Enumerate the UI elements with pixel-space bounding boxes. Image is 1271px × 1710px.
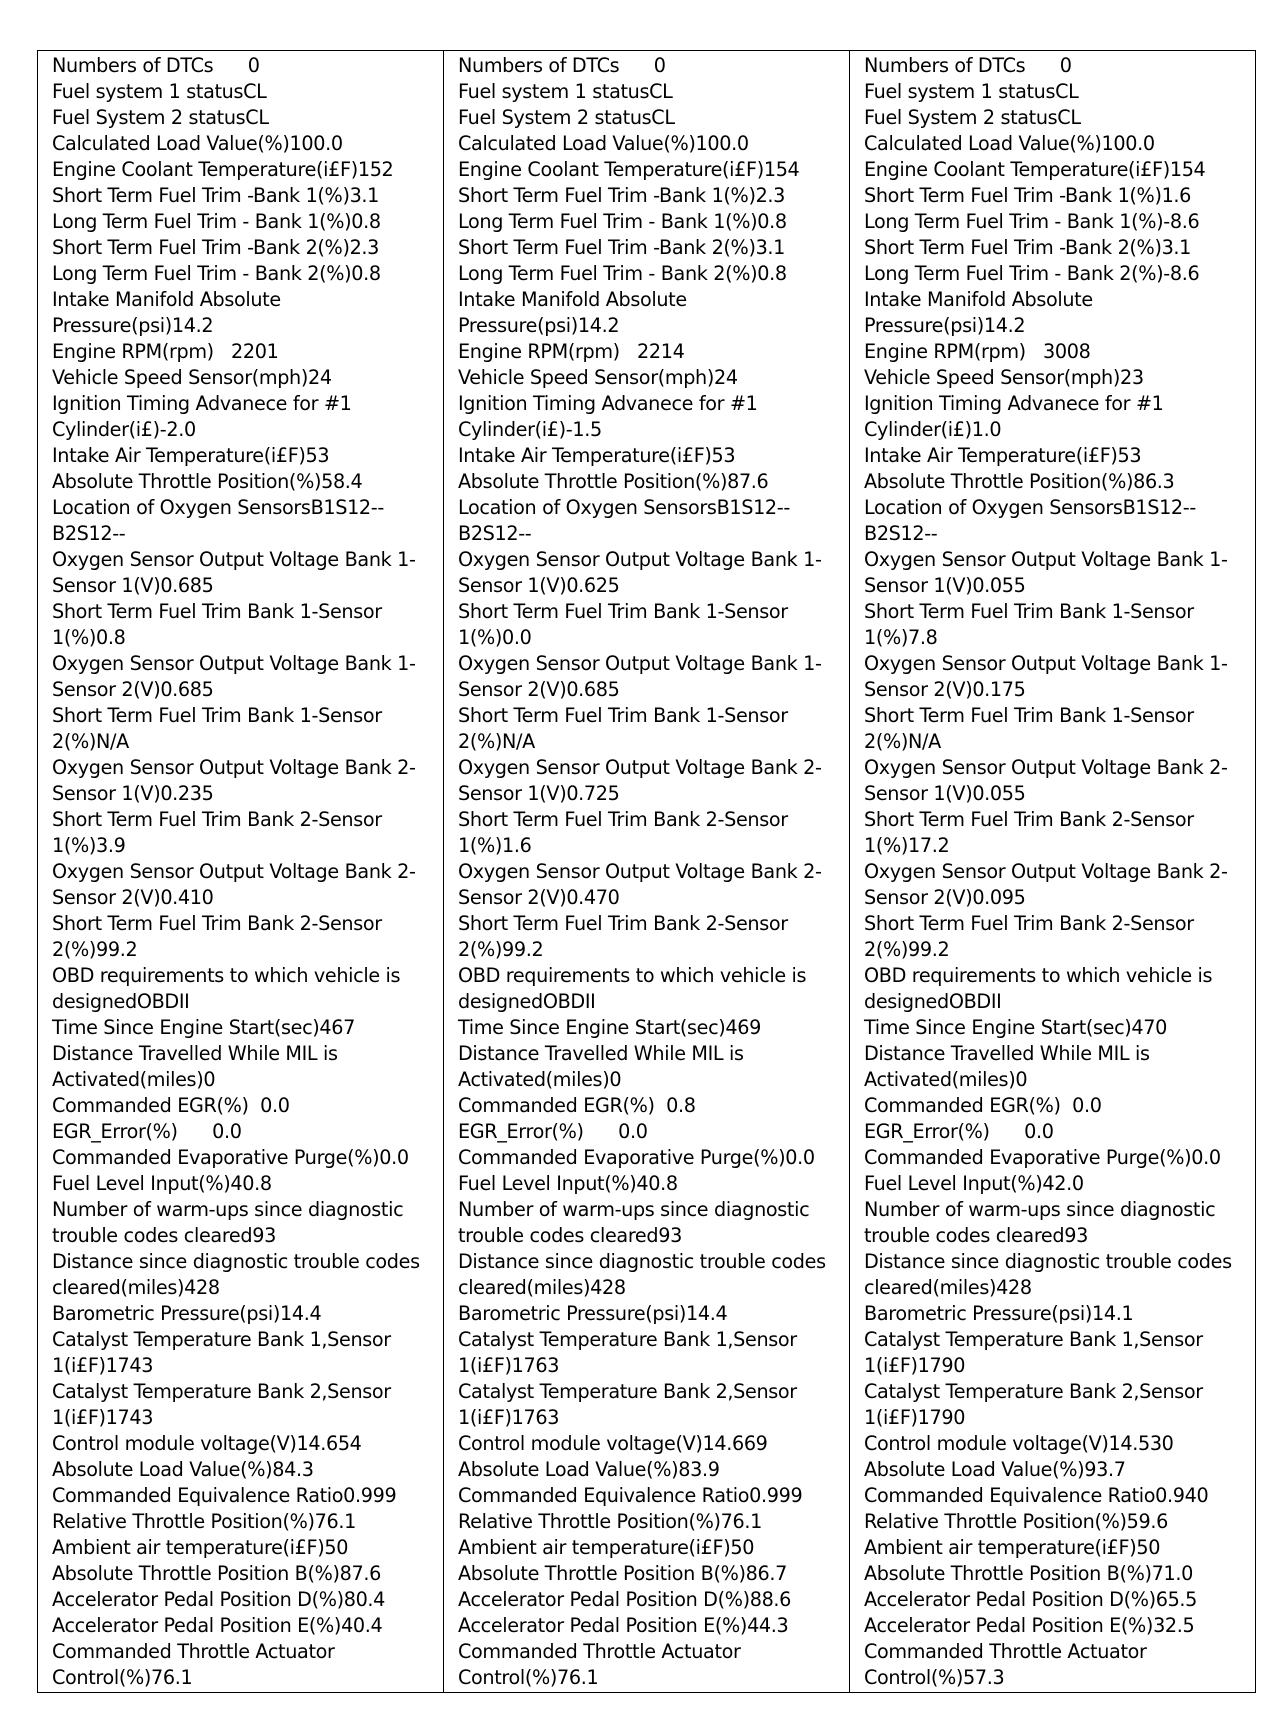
reading-line: Numbers of DTCs 0 <box>864 54 1072 77</box>
reading-line: Distance Travelled While MIL is <box>458 1042 744 1065</box>
reading-line: Fuel system 1 statusCL <box>864 80 1079 103</box>
reading-line: Sensor 1(V)0.055 <box>864 782 1026 805</box>
reading-line: Long Term Fuel Trim - Bank 1(%)0.8 <box>458 210 787 233</box>
reading-line: Absolute Throttle Position B(%)86.7 <box>458 1562 787 1585</box>
reading-line: Short Term Fuel Trim -Bank 1(%)1.6 <box>864 184 1192 207</box>
reading-line: Accelerator Pedal Position D(%)80.4 <box>52 1588 386 1611</box>
reading-line: Accelerator Pedal Position D(%)65.5 <box>864 1588 1198 1611</box>
reading-line: Sensor 1(V)0.055 <box>864 574 1026 597</box>
reading-line: Control(%)57.3 <box>864 1666 1005 1689</box>
reading-line: Vehicle Speed Sensor(mph)24 <box>458 366 738 389</box>
reading-line: Long Term Fuel Trim - Bank 2(%)0.8 <box>52 262 381 285</box>
reading-line: Ambient air temperature(i£F)50 <box>458 1536 755 1559</box>
reading-line: Cylinder(i£)-1.5 <box>458 418 602 441</box>
reading-line: Long Term Fuel Trim - Bank 2(%)0.8 <box>458 262 787 285</box>
reading-line: Commanded Equivalence Ratio0.940 <box>864 1484 1209 1507</box>
reading-line: Ignition Timing Advanece for #1 <box>458 392 758 415</box>
reading-line: Absolute Throttle Position(%)58.4 <box>52 470 363 493</box>
reading-column-2 <box>444 51 850 1693</box>
reading-line: Intake Manifold Absolute <box>52 288 281 311</box>
reading-line: Oxygen Sensor Output Voltage Bank 1- <box>864 652 1228 675</box>
reading-line: Distance Travelled While MIL is <box>864 1042 1150 1065</box>
reading-line: 1(%)7.8 <box>864 626 938 649</box>
reading-line: Ambient air temperature(i£F)50 <box>52 1536 349 1559</box>
reading-line: Commanded Evaporative Purge(%)0.0 <box>864 1146 1221 1169</box>
reading-line: Short Term Fuel Trim -Bank 2(%)2.3 <box>52 236 380 259</box>
reading-line: 1(i£F)1763 <box>458 1406 560 1429</box>
reading-line: Sensor 2(V)0.685 <box>458 678 620 701</box>
reading-line: Accelerator Pedal Position E(%)40.4 <box>52 1614 383 1637</box>
reading-line: cleared(miles)428 <box>864 1276 1032 1299</box>
reading-line: Short Term Fuel Trim Bank 1-Sensor <box>864 704 1194 727</box>
reading-line: Oxygen Sensor Output Voltage Bank 2- <box>52 860 416 883</box>
reading-line: Intake Air Temperature(i£F)53 <box>458 444 736 467</box>
reading-line: 1(%)1.6 <box>458 834 532 857</box>
reading-line: Oxygen Sensor Output Voltage Bank 2- <box>864 860 1228 883</box>
reading-line: Intake Manifold Absolute <box>864 288 1093 311</box>
reading-line: Calculated Load Value(%)100.0 <box>52 132 343 155</box>
reading-line: Absolute Load Value(%)83.9 <box>458 1458 720 1481</box>
reading-line: Distance Travelled While MIL is <box>52 1042 338 1065</box>
reading-line: Oxygen Sensor Output Voltage Bank 1- <box>458 652 822 675</box>
reading-line: Commanded Throttle Actuator <box>458 1640 741 1663</box>
reading-line: Catalyst Temperature Bank 1,Sensor <box>458 1328 797 1351</box>
reading-line: trouble codes cleared93 <box>52 1224 276 1247</box>
reading-line: Location of Oxygen SensorsB1S12-- <box>864 496 1196 519</box>
reading-line: Catalyst Temperature Bank 2,Sensor <box>458 1380 797 1403</box>
reading-line: Oxygen Sensor Output Voltage Bank 2- <box>864 756 1228 779</box>
reading-line: Catalyst Temperature Bank 1,Sensor <box>864 1328 1203 1351</box>
reading-line: 1(%)0.0 <box>458 626 532 649</box>
reading-line: Barometric Pressure(psi)14.1 <box>864 1302 1134 1325</box>
reading-line: Oxygen Sensor Output Voltage Bank 2- <box>458 860 822 883</box>
reading-line: Commanded Evaporative Purge(%)0.0 <box>458 1146 815 1169</box>
reading-line: Intake Air Temperature(i£F)53 <box>52 444 330 467</box>
reading-column-1 <box>38 51 444 1693</box>
reading-line: Ambient air temperature(i£F)50 <box>864 1536 1161 1559</box>
reading-line: Relative Throttle Position(%)76.1 <box>458 1510 762 1533</box>
reading-line: Sensor 2(V)0.410 <box>52 886 214 909</box>
reading-line: Short Term Fuel Trim Bank 2-Sensor <box>864 808 1194 831</box>
reading-line: Oxygen Sensor Output Voltage Bank 1- <box>864 548 1228 571</box>
reading-line: EGR_Error(%) 0.0 <box>864 1120 1054 1143</box>
reading-line: Accelerator Pedal Position E(%)44.3 <box>458 1614 789 1637</box>
reading-line: Numbers of DTCs 0 <box>52 54 260 77</box>
reading-line: Fuel Level Input(%)40.8 <box>458 1172 678 1195</box>
reading-line: Activated(miles)0 <box>864 1068 1028 1091</box>
reading-line: Engine RPM(rpm) 2201 <box>52 340 279 363</box>
reading-line: B2S12-- <box>864 522 938 545</box>
reading-line: Time Since Engine Start(sec)470 <box>864 1016 1168 1039</box>
reading-line: Fuel system 1 statusCL <box>458 80 673 103</box>
reading-line: Engine RPM(rpm) 3008 <box>864 340 1091 363</box>
reading-line: Accelerator Pedal Position E(%)32.5 <box>864 1614 1195 1637</box>
reading-line: Catalyst Temperature Bank 2,Sensor <box>864 1380 1203 1403</box>
reading-line: B2S12-- <box>458 522 532 545</box>
reading-line: Distance since diagnostic trouble codes <box>458 1250 826 1273</box>
reading-line: 1(i£F)1790 <box>864 1354 966 1377</box>
reading-line: Absolute Throttle Position B(%)71.0 <box>864 1562 1193 1585</box>
reading-line: cleared(miles)428 <box>52 1276 220 1299</box>
reading-line: Intake Manifold Absolute <box>458 288 687 311</box>
reading-line: Oxygen Sensor Output Voltage Bank 1- <box>458 548 822 571</box>
reading-line: Fuel Level Input(%)40.8 <box>52 1172 272 1195</box>
reading-line: Commanded Throttle Actuator <box>52 1640 335 1663</box>
reading-line: Number of warm-ups since diagnostic <box>458 1198 810 1221</box>
reading-line: 1(%)0.8 <box>52 626 126 649</box>
reading-line: Short Term Fuel Trim -Bank 2(%)3.1 <box>864 236 1192 259</box>
reading-line: Sensor 2(V)0.175 <box>864 678 1026 701</box>
table-row <box>38 51 1256 1693</box>
reading-line: Fuel System 2 statusCL <box>458 106 675 129</box>
reading-line: designedOBDII <box>864 990 1002 1013</box>
reading-line: EGR_Error(%) 0.0 <box>458 1120 648 1143</box>
reading-line: Catalyst Temperature Bank 2,Sensor <box>52 1380 391 1403</box>
reading-line: 1(%)3.9 <box>52 834 126 857</box>
reading-line: Engine RPM(rpm) 2214 <box>458 340 685 363</box>
reading-line: 1(i£F)1763 <box>458 1354 560 1377</box>
reading-line: Short Term Fuel Trim Bank 2-Sensor <box>458 912 788 935</box>
reading-line: Intake Air Temperature(i£F)53 <box>864 444 1142 467</box>
reading-line: 2(%)N/A <box>52 730 129 753</box>
reading-line: Distance since diagnostic trouble codes <box>864 1250 1232 1273</box>
reading-line: Time Since Engine Start(sec)469 <box>458 1016 762 1039</box>
reading-line: Ignition Timing Advanece for #1 <box>52 392 352 415</box>
reading-line: Absolute Load Value(%)93.7 <box>864 1458 1126 1481</box>
reading-line: Short Term Fuel Trim Bank 2-Sensor <box>864 912 1194 935</box>
reading-line: 1(i£F)1743 <box>52 1354 154 1377</box>
reading-line: Location of Oxygen SensorsB1S12-- <box>458 496 790 519</box>
reading-line: Long Term Fuel Trim - Bank 1(%)0.8 <box>52 210 381 233</box>
reading-line: Short Term Fuel Trim Bank 2-Sensor <box>52 912 382 935</box>
reading-line: Number of warm-ups since diagnostic <box>864 1198 1216 1221</box>
reading-column-3 <box>850 51 1256 1693</box>
reading-line: Commanded Equivalence Ratio0.999 <box>458 1484 803 1507</box>
reading-line: Barometric Pressure(psi)14.4 <box>458 1302 728 1325</box>
reading-line: Commanded EGR(%) 0.0 <box>864 1094 1102 1117</box>
reading-line: Oxygen Sensor Output Voltage Bank 1- <box>52 652 416 675</box>
reading-line: Commanded Evaporative Purge(%)0.0 <box>52 1146 409 1169</box>
reading-line: Vehicle Speed Sensor(mph)23 <box>864 366 1144 389</box>
reading-line: Catalyst Temperature Bank 1,Sensor <box>52 1328 391 1351</box>
reading-line: Sensor 1(V)0.625 <box>458 574 620 597</box>
reading-line: Commanded Equivalence Ratio0.999 <box>52 1484 397 1507</box>
reading-line: Vehicle Speed Sensor(mph)24 <box>52 366 332 389</box>
reading-line: Ignition Timing Advanece for #1 <box>864 392 1164 415</box>
reading-line: EGR_Error(%) 0.0 <box>52 1120 242 1143</box>
reading-line: Sensor 2(V)0.470 <box>458 886 620 909</box>
reading-line: Pressure(psi)14.2 <box>52 314 214 337</box>
reading-line: Distance since diagnostic trouble codes <box>52 1250 420 1273</box>
reading-line: designedOBDII <box>458 990 596 1013</box>
reading-line: cleared(miles)428 <box>458 1276 626 1299</box>
reading-line: Oxygen Sensor Output Voltage Bank 2- <box>52 756 416 779</box>
reading-line: Sensor 1(V)0.725 <box>458 782 620 805</box>
reading-line: Short Term Fuel Trim -Bank 1(%)2.3 <box>458 184 786 207</box>
reading-line: OBD requirements to which vehicle is <box>52 964 401 987</box>
reading-line: Short Term Fuel Trim Bank 1-Sensor <box>52 600 382 623</box>
reading-line: Absolute Throttle Position(%)87.6 <box>458 470 769 493</box>
reading-line: Numbers of DTCs 0 <box>458 54 666 77</box>
reading-line: Activated(miles)0 <box>52 1068 216 1091</box>
reading-line: Short Term Fuel Trim Bank 2-Sensor <box>458 808 788 831</box>
reading-line: Control(%)76.1 <box>458 1666 599 1689</box>
reading-line: designedOBDII <box>52 990 190 1013</box>
reading-line: Relative Throttle Position(%)59.6 <box>864 1510 1168 1533</box>
reading-line: Fuel System 2 statusCL <box>52 106 269 129</box>
reading-line: Short Term Fuel Trim Bank 2-Sensor <box>52 808 382 831</box>
reading-line: Cylinder(i£)1.0 <box>864 418 1002 441</box>
reading-line: Absolute Load Value(%)84.3 <box>52 1458 314 1481</box>
reading-line: Sensor 2(V)0.685 <box>52 678 214 701</box>
obd-readings-table <box>37 50 1256 1693</box>
reading-line: Engine Coolant Temperature(i£F)154 <box>864 158 1206 181</box>
reading-line: Short Term Fuel Trim Bank 1-Sensor <box>52 704 382 727</box>
reading-line: Short Term Fuel Trim -Bank 2(%)3.1 <box>458 236 786 259</box>
reading-line: Engine Coolant Temperature(i£F)152 <box>52 158 394 181</box>
reading-line: Oxygen Sensor Output Voltage Bank 2- <box>458 756 822 779</box>
reading-line: Time Since Engine Start(sec)467 <box>52 1016 356 1039</box>
reading-line: Commanded EGR(%) 0.0 <box>52 1094 290 1117</box>
reading-line: Absolute Throttle Position(%)86.3 <box>864 470 1175 493</box>
reading-line: Pressure(psi)14.2 <box>864 314 1026 337</box>
reading-line: Calculated Load Value(%)100.0 <box>458 132 749 155</box>
reading-line: 2(%)99.2 <box>458 938 544 961</box>
reading-line: Short Term Fuel Trim Bank 1-Sensor <box>458 704 788 727</box>
reading-line: Short Term Fuel Trim Bank 1-Sensor <box>458 600 788 623</box>
reading-line: Sensor 1(V)0.235 <box>52 782 214 805</box>
reading-line: Absolute Throttle Position B(%)87.6 <box>52 1562 381 1585</box>
reading-line: Fuel system 1 statusCL <box>52 80 267 103</box>
reading-line: Number of warm-ups since diagnostic <box>52 1198 404 1221</box>
reading-line: Fuel System 2 statusCL <box>864 106 1081 129</box>
reading-line: trouble codes cleared93 <box>864 1224 1088 1247</box>
reading-line: trouble codes cleared93 <box>458 1224 682 1247</box>
reading-line: 2(%)N/A <box>458 730 535 753</box>
reading-line: Control module voltage(V)14.654 <box>52 1432 362 1455</box>
reading-line: Sensor 1(V)0.685 <box>52 574 214 597</box>
reading-line: B2S12-- <box>52 522 126 545</box>
reading-line: Activated(miles)0 <box>458 1068 622 1091</box>
reading-line: Sensor 2(V)0.095 <box>864 886 1026 909</box>
reading-line: Commanded Throttle Actuator <box>864 1640 1147 1663</box>
reading-line: Pressure(psi)14.2 <box>458 314 620 337</box>
reading-line: Location of Oxygen SensorsB1S12-- <box>52 496 384 519</box>
reading-line: 2(%)99.2 <box>864 938 950 961</box>
reading-line: 2(%)99.2 <box>52 938 138 961</box>
reading-line: Long Term Fuel Trim - Bank 2(%)-8.6 <box>864 262 1200 285</box>
reading-line: 1(i£F)1790 <box>864 1406 966 1429</box>
reading-line: Engine Coolant Temperature(i£F)154 <box>458 158 800 181</box>
reading-line: Commanded EGR(%) 0.8 <box>458 1094 696 1117</box>
reading-line: Cylinder(i£)-2.0 <box>52 418 196 441</box>
reading-line: Long Term Fuel Trim - Bank 1(%)-8.6 <box>864 210 1200 233</box>
reading-line: Relative Throttle Position(%)76.1 <box>52 1510 356 1533</box>
reading-line: Fuel Level Input(%)42.0 <box>864 1172 1084 1195</box>
reading-line: Accelerator Pedal Position D(%)88.6 <box>458 1588 792 1611</box>
reading-line: Oxygen Sensor Output Voltage Bank 1- <box>52 548 416 571</box>
reading-line: Calculated Load Value(%)100.0 <box>864 132 1155 155</box>
reading-line: Control module voltage(V)14.530 <box>864 1432 1174 1455</box>
reading-line: 2(%)N/A <box>864 730 941 753</box>
reading-line: OBD requirements to which vehicle is <box>864 964 1213 987</box>
reading-line: Control module voltage(V)14.669 <box>458 1432 768 1455</box>
reading-line: Short Term Fuel Trim Bank 1-Sensor <box>864 600 1194 623</box>
reading-line: 1(i£F)1743 <box>52 1406 154 1429</box>
reading-line: Short Term Fuel Trim -Bank 1(%)3.1 <box>52 184 380 207</box>
reading-line: Barometric Pressure(psi)14.4 <box>52 1302 322 1325</box>
reading-line: Control(%)76.1 <box>52 1666 193 1689</box>
reading-line: OBD requirements to which vehicle is <box>458 964 807 987</box>
reading-line: 1(%)17.2 <box>864 834 950 857</box>
